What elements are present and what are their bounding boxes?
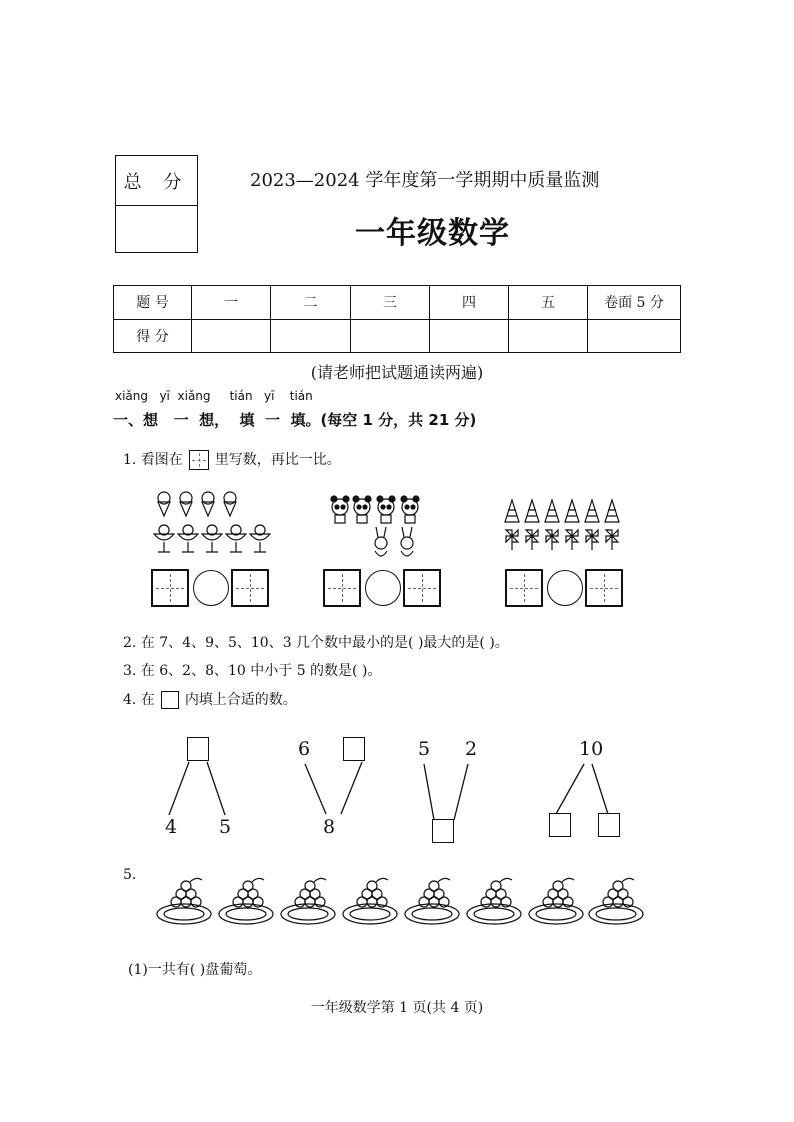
number-label: 4	[165, 816, 178, 838]
question-5-label: 5.	[123, 867, 137, 883]
number-label: 5	[219, 816, 232, 838]
question-4-suffix: 内填上合适的数。	[184, 692, 297, 708]
question-5-sub-1: (1)一共有( )盘葡萄。	[128, 962, 262, 978]
subject-title: 一年级数学	[355, 216, 510, 251]
question-3: 3. 在 6、2、8、10 中小于 5 的数是( )。	[123, 663, 382, 679]
score-table-cell: 三	[351, 286, 430, 320]
grape-plate-icon	[281, 878, 335, 924]
number-label: 6	[298, 738, 311, 760]
grape-plate-icon	[589, 878, 643, 924]
question-1-suffix: 里写数，再比一比。	[214, 452, 341, 468]
grape-plate-icon	[467, 878, 521, 924]
grape-plate-icon	[157, 878, 211, 924]
grape-plate-icon	[405, 878, 459, 924]
number-label: 8	[323, 816, 336, 838]
teacher-note: (请老师把试题通读两遍)	[310, 363, 484, 382]
grape-plates-picture	[152, 872, 652, 934]
answer-box[interactable]	[432, 819, 454, 843]
answer-box[interactable]	[549, 813, 571, 837]
score-table-cell: 卷面 5 分	[588, 286, 681, 320]
score-table-cell: 二	[271, 286, 351, 320]
answer-box[interactable]	[187, 737, 209, 761]
score-table-cell: 题 号	[114, 286, 192, 320]
question-2: 2. 在 7、4、9、5、10、3 几个数中最小的是( )最大的是( )。	[123, 635, 509, 651]
score-table-cell: 四	[430, 286, 509, 320]
score-table-cell: 一	[192, 286, 271, 320]
number-label: 2	[465, 738, 478, 760]
number-label: 5	[418, 738, 431, 760]
score-table-cell: 五	[509, 286, 588, 320]
grape-plate-icon	[219, 878, 273, 924]
number-label: 10	[579, 738, 604, 760]
question-1-prefix: 1. 看图在	[123, 452, 183, 468]
section-title: 一、想 一 想， 填 一 填。(每空 1 分，共 21 分)	[113, 411, 477, 429]
exam-title: 2023—2024 学年度第一学期期中质量监测	[250, 170, 600, 191]
page-footer: 一年级数学第 1 页(共 4 页)	[310, 1000, 484, 1016]
grape-plate-icon	[529, 878, 583, 924]
answer-box[interactable]	[343, 737, 365, 761]
question-4-prefix: 4. 在	[123, 692, 155, 708]
grape-plate-icon	[343, 878, 397, 924]
answer-box[interactable]	[598, 813, 620, 837]
score-row-label: 得 分	[114, 319, 192, 353]
section-pinyin: xiǎng yī xiǎng tián yī tián	[115, 389, 313, 403]
total-score-label: 总 分	[116, 156, 197, 206]
